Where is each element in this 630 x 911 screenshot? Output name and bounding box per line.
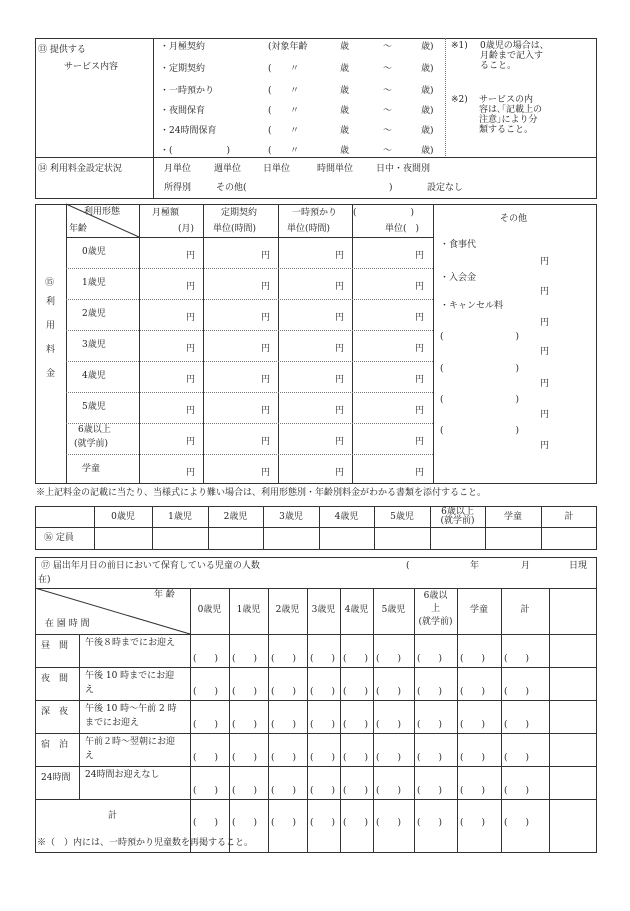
age-open: (	[268, 106, 272, 116]
yen-unit: 円	[186, 437, 196, 447]
col-header: 単位(時間)	[213, 224, 257, 234]
count-paren: ( )	[460, 654, 486, 664]
time-description: までにお迎え	[85, 718, 140, 728]
capacity-col-header: 0歳児	[111, 512, 135, 522]
yen-unit: 円	[540, 410, 550, 420]
age-unit: 歳	[340, 64, 350, 74]
date-text: 月	[521, 561, 531, 571]
side-label: 利	[46, 297, 56, 307]
note1-mark: ※1)	[451, 41, 468, 51]
yen-unit: 円	[186, 282, 196, 292]
time-category: 昼 間	[41, 641, 69, 651]
yen-unit: 円	[415, 282, 425, 292]
age-row-label: 学童	[82, 464, 101, 474]
count-col-header: 2歳児	[275, 605, 300, 615]
count-col-header: 学童	[469, 605, 488, 615]
count-paren: ( )	[232, 818, 258, 828]
count-paren: ( )	[343, 818, 369, 828]
age-open: (	[268, 146, 272, 156]
capacity-col-header: 5歳児	[390, 512, 414, 522]
side-label: 用	[46, 321, 56, 331]
section15-footnote: ※上記料金の記載に当たり、当様式により難い場合は、利用形態別・年齢別料金がわかる書類を添付すること。	[36, 488, 487, 498]
count-paren: ( )	[417, 687, 443, 697]
count-paren: ( )	[232, 753, 258, 763]
count-paren: ( )	[271, 720, 297, 730]
other-item: ・食事代	[440, 240, 477, 250]
age-close: 歳)	[421, 106, 434, 116]
age-open: (	[268, 64, 272, 74]
capacity-col-header: (就学前)	[440, 516, 475, 526]
service-label: ・( )	[160, 146, 231, 156]
tilde: ～	[383, 64, 393, 74]
count-paren: ( )	[343, 654, 369, 664]
service-label: ・24時間保育	[160, 126, 217, 136]
col-header: 一時預かり	[292, 208, 338, 218]
age-row-label: 5歳児	[82, 402, 106, 412]
count-paren: ( )	[193, 818, 219, 828]
count-paren: ( )	[310, 720, 336, 730]
capacity-col-header: 計	[564, 512, 574, 522]
header-age: 年齢	[69, 224, 88, 234]
pricing-unit: 時間単位	[317, 164, 354, 174]
total-label: 計	[108, 811, 118, 821]
ditto-mark: 〃	[290, 86, 300, 96]
capacity-col-header: 4歳児	[334, 512, 359, 522]
age-unit: 歳	[340, 42, 350, 52]
yen-unit: 円	[261, 406, 271, 416]
count-col-header: 6歳以	[423, 591, 448, 601]
count-paren: ( )	[271, 654, 297, 664]
yen-unit: 円	[261, 251, 271, 261]
col-header: ( )	[353, 208, 415, 218]
time-category: 24時間	[41, 773, 71, 783]
count-paren: ( )	[310, 818, 336, 828]
count-paren: ( )	[271, 687, 297, 697]
yen-unit: 円	[335, 282, 345, 292]
capacity-col-header: 6歳以上	[441, 507, 474, 517]
count-paren: ( )	[376, 720, 402, 730]
count-col-header: 1歳児	[236, 605, 261, 615]
other-paren: ( )	[440, 364, 520, 374]
yen-unit: 円	[261, 282, 271, 292]
tilde: ～	[383, 106, 393, 116]
age-open: (	[268, 86, 272, 96]
yen-unit: 円	[415, 313, 425, 323]
pricing-unit: 日単位	[263, 164, 291, 174]
capacity-col-header: 3歳児	[279, 512, 303, 522]
age-row-label: 2歳児	[82, 309, 106, 319]
yen-unit: 円	[261, 468, 271, 478]
pricing-unit: 週単位	[214, 164, 242, 174]
other-item: ・キャンセル料	[440, 301, 504, 311]
date-text: 年	[470, 561, 480, 571]
count-paren: ( )	[343, 687, 369, 697]
header-time: 在 園 時 間	[45, 619, 90, 629]
side-number: ⑮	[45, 278, 55, 288]
capacity-label: ⑯ 定員	[44, 533, 74, 543]
time-category: 宿 泊	[41, 740, 69, 750]
count-col-header: 3歳児	[311, 605, 336, 615]
age-row-label: (就学前)	[74, 439, 109, 449]
note1-text: 月齢まで記入す	[480, 51, 544, 61]
yen-unit: 円	[186, 313, 196, 323]
count-paren: ( )	[460, 687, 486, 697]
age-close: 歳)	[421, 42, 434, 52]
yen-unit: 円	[186, 344, 196, 354]
age-row-label: 0歳児	[82, 247, 106, 257]
note1-text: ること。	[480, 61, 517, 71]
yen-unit: 円	[415, 468, 425, 478]
section13-title: ⑬ 提供する	[38, 45, 86, 55]
yen-unit: 円	[415, 375, 425, 385]
count-paren: ( )	[504, 687, 530, 697]
yen-unit: 円	[540, 441, 550, 451]
age-unit: 歳	[340, 126, 350, 136]
count-paren: ( )	[460, 753, 486, 763]
count-paren: ( )	[417, 720, 443, 730]
yen-unit: 円	[335, 375, 345, 385]
capacity-col-header: 1歳児	[168, 512, 192, 522]
capacity-col-header: 学童	[503, 512, 522, 522]
tilde: ～	[383, 42, 393, 52]
count-paren: ( )	[460, 818, 486, 828]
service-label: ・月極契約	[160, 42, 206, 52]
count-paren: ( )	[271, 753, 297, 763]
pricing-unit: 所得別	[164, 183, 192, 193]
count-col-header: 0歳児	[197, 605, 222, 615]
count-paren: ( )	[193, 753, 219, 763]
section17-footnote: ※（ ）内には、一時預かり児童数を再掲すること。	[37, 838, 254, 848]
yen-unit: 円	[415, 437, 425, 447]
yen-unit: 円	[335, 344, 345, 354]
yen-unit: 円	[540, 257, 550, 267]
date-text: (	[406, 561, 410, 571]
count-paren: ( )	[310, 687, 336, 697]
yen-unit: 円	[415, 406, 425, 416]
age-close: 歳)	[421, 86, 434, 96]
time-description: え	[85, 685, 95, 695]
service-label: ・定期契約	[160, 64, 206, 74]
header-age: 年 齢	[154, 590, 175, 600]
note2-mark: ※2)	[451, 95, 468, 105]
yen-unit: 円	[540, 287, 550, 297]
count-paren: ( )	[193, 720, 219, 730]
count-paren: ( )	[417, 753, 443, 763]
age-close: 歳)	[421, 126, 434, 136]
age-open: (対象年齢	[268, 42, 308, 52]
time-description: 午後 10 時までにお迎	[85, 671, 175, 681]
count-paren: ( )	[376, 687, 402, 697]
side-label: 料	[46, 345, 56, 355]
count-col-header: (就学前)	[418, 617, 453, 627]
count-paren: ( )	[343, 753, 369, 763]
age-close: 歳)	[421, 146, 434, 156]
note2-text: 類すること。	[479, 125, 534, 135]
count-col-header: 計	[520, 605, 530, 615]
count-paren: ( )	[417, 786, 443, 796]
count-paren: ( )	[310, 654, 336, 664]
yen-unit: 円	[261, 437, 271, 447]
yen-unit: 円	[186, 406, 196, 416]
yen-unit: 円	[540, 379, 550, 389]
count-paren: ( )	[232, 687, 258, 697]
count-paren: ( )	[376, 753, 402, 763]
time-category: 深 夜	[41, 707, 69, 717]
pricing-unit: )	[389, 183, 393, 193]
ditto-mark: 〃	[290, 106, 300, 116]
count-paren: ( )	[504, 786, 530, 796]
age-row-label: 4歳児	[82, 371, 106, 381]
time-description: 午前２時～翌朝にお迎	[85, 737, 176, 747]
ditto-mark: 〃	[290, 146, 300, 156]
yen-unit: 円	[415, 344, 425, 354]
count-col-header: 4歳児	[344, 605, 369, 615]
date-text: 日現	[569, 561, 588, 571]
other-paren: ( )	[440, 395, 520, 405]
yen-unit: 円	[261, 375, 271, 385]
count-paren: ( )	[232, 654, 258, 664]
count-col-header: 上	[430, 604, 440, 614]
count-paren: ( )	[504, 720, 530, 730]
time-description: 午後 10 時～午前 2 時	[85, 704, 177, 714]
service-label: ・夜間保育	[160, 106, 206, 116]
count-paren: ( )	[310, 753, 336, 763]
yen-unit: 円	[540, 347, 550, 357]
pricing-unit: 設定なし	[427, 183, 464, 193]
age-row-label: 1歳児	[82, 278, 106, 288]
count-paren: ( )	[193, 687, 219, 697]
col-header: 月極額	[152, 208, 180, 218]
count-paren: ( )	[504, 654, 530, 664]
count-paren: ( )	[310, 786, 336, 796]
side-label: 金	[46, 369, 56, 379]
time-category: 夜 間	[41, 674, 69, 684]
ditto-mark: 〃	[290, 126, 300, 136]
count-paren: ( )	[417, 818, 443, 828]
count-paren: ( )	[460, 720, 486, 730]
section14-title: ⑭ 利用料金設定状況	[38, 164, 122, 174]
other-paren: ( )	[440, 332, 520, 342]
other-header: その他	[500, 214, 528, 224]
yen-unit: 円	[186, 251, 196, 261]
time-description: え	[85, 751, 95, 761]
other-item: ・入会金	[440, 273, 477, 283]
note1-text: 0歳児の場合は、	[480, 41, 549, 51]
count-paren: ( )	[504, 753, 530, 763]
time-description: 24時間お迎えなし	[85, 770, 160, 780]
yen-unit: 円	[540, 318, 550, 328]
yen-unit: 円	[335, 406, 345, 416]
count-paren: ( )	[343, 786, 369, 796]
count-paren: ( )	[460, 786, 486, 796]
col-header: 単位(時間)	[287, 224, 331, 234]
count-paren: ( )	[232, 720, 258, 730]
other-paren: ( )	[440, 426, 520, 436]
note2-text: 注意｣により分	[479, 115, 538, 125]
count-paren: ( )	[271, 818, 297, 828]
pricing-unit: 月単位	[164, 164, 192, 174]
pricing-unit: その他(	[216, 183, 247, 193]
yen-unit: 円	[261, 313, 271, 323]
tilde: ～	[383, 86, 393, 96]
age-open: (	[268, 126, 272, 136]
ditto-mark: 〃	[290, 64, 300, 74]
age-unit: 歳	[340, 106, 350, 116]
age-unit: 歳	[340, 86, 350, 96]
count-paren: ( )	[193, 786, 219, 796]
count-paren: ( )	[504, 818, 530, 828]
count-paren: ( )	[271, 786, 297, 796]
col-header: 単位( )	[385, 224, 420, 234]
yen-unit: 円	[261, 344, 271, 354]
count-paren: ( )	[376, 818, 402, 828]
age-unit: 歳	[340, 146, 350, 156]
yen-unit: 円	[335, 313, 345, 323]
service-label: ・一時預かり	[160, 86, 215, 96]
tilde: ～	[383, 126, 393, 136]
count-paren: ( )	[417, 654, 443, 664]
yen-unit: 円	[335, 251, 345, 261]
count-paren: ( )	[376, 786, 402, 796]
note2-text: 容は､｢記載上の	[479, 105, 543, 115]
count-paren: ( )	[343, 720, 369, 730]
age-row-label: 3歳児	[82, 340, 106, 350]
section13-title: サービス内容	[64, 62, 119, 72]
header-type: 利用形態	[84, 207, 121, 217]
tilde: ～	[383, 146, 393, 156]
age-row-label: 6歳以上	[78, 425, 111, 435]
age-close: 歳)	[421, 64, 434, 74]
capacity-col-header: 2歳児	[223, 512, 248, 522]
time-description: 午後８時までにお迎え	[85, 638, 176, 648]
date-text: 在)	[38, 575, 51, 585]
pricing-unit: 日中・夜間別	[376, 164, 431, 174]
yen-unit: 円	[186, 375, 196, 385]
col-header: 定期契約	[221, 208, 258, 218]
yen-unit: 円	[335, 437, 345, 447]
yen-unit: 円	[186, 468, 196, 478]
count-paren: ( )	[376, 654, 402, 664]
yen-unit: 円	[415, 251, 425, 261]
count-col-header: 5歳児	[381, 605, 406, 615]
count-paren: ( )	[193, 654, 219, 664]
yen-unit: 円	[335, 468, 345, 478]
section17-title: ⑰ 届出年月日の前日において保育している児童の人数	[41, 561, 260, 571]
count-paren: ( )	[232, 786, 258, 796]
note2-text: サービスの内	[479, 95, 534, 105]
col-header: (月)	[178, 224, 195, 234]
